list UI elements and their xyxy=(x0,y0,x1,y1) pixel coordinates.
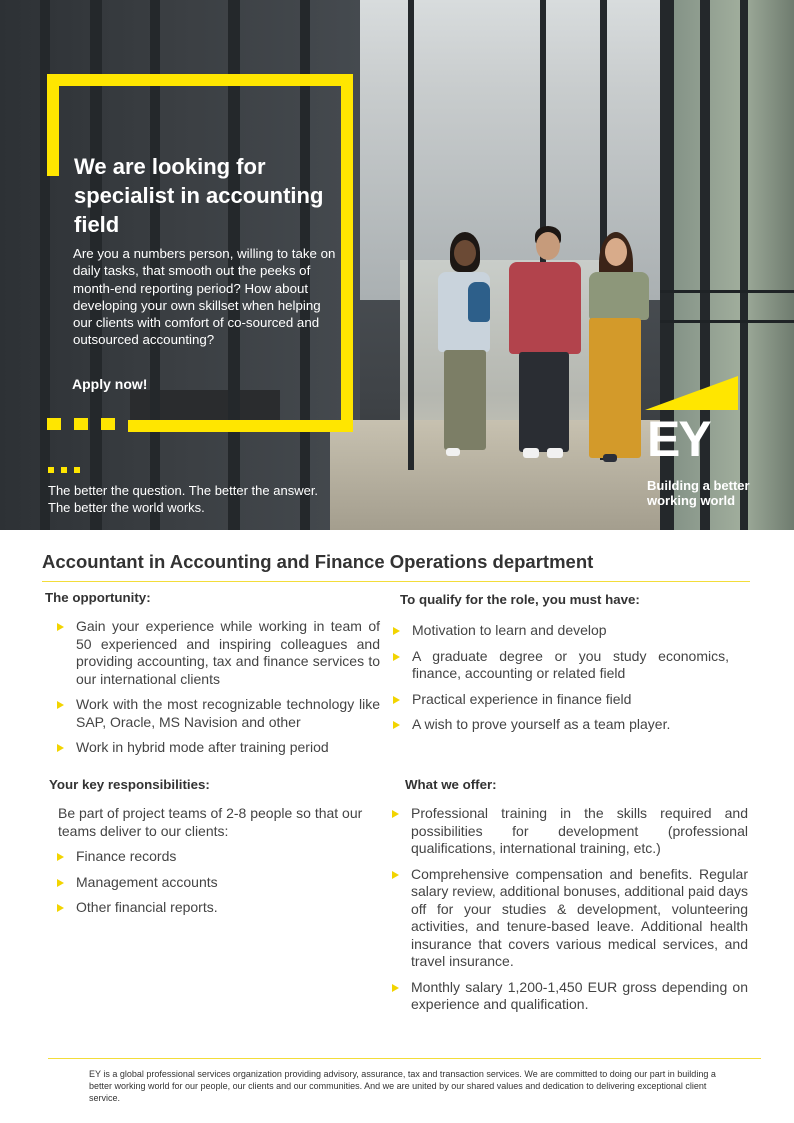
tagline-line: The better the world works. xyxy=(48,500,205,515)
bullet-arrow-icon xyxy=(57,701,64,709)
bullet-arrow-icon xyxy=(392,871,399,879)
list-item-text: Management accounts xyxy=(76,873,218,890)
footer-about-ey: EY is a global professional services organization providing advisory, assurance, tax and transaction services. We are committed to doing our part in building a better working world for our people, our clients and our communities. And we are united by our shared values and dedication to delivering exceptional client service. xyxy=(89,1069,716,1103)
offer-list xyxy=(392,805,748,1014)
list-item xyxy=(393,716,729,734)
list-item-text: Professional training in the skills required and possibilities for development (professional qualifications, international training, etc.) xyxy=(411,805,748,856)
bullet-arrow-icon xyxy=(57,853,64,861)
list-item xyxy=(57,874,357,892)
ey-logo-tagline: Building a better working world xyxy=(647,478,750,508)
list-item xyxy=(392,805,748,858)
yellow-frame-top xyxy=(47,74,351,86)
hero-tagline xyxy=(48,482,388,516)
yellow-dash xyxy=(101,418,115,430)
responsibilities-list xyxy=(57,848,357,917)
list-item-text: Work with the most recognizable technology like SAP, Oracle, MS Navision and other xyxy=(76,696,380,730)
list-item xyxy=(393,622,729,640)
offer-heading: What we offer: xyxy=(405,777,497,792)
bullet-arrow-icon xyxy=(393,696,400,704)
ey-logo-beam-icon xyxy=(645,376,740,412)
opportunity-list xyxy=(57,618,380,757)
list-item xyxy=(57,739,380,757)
list-item xyxy=(392,979,748,1014)
list-item-text: Comprehensive compensation and benefits. Regular salary review, additional bonuses, additional paid days off for your studies & development, volunteering activities, and tenure-based leave. Additional health insurance that covers various medical services, and travel insurance. xyxy=(411,865,748,969)
yellow-dot xyxy=(61,467,67,473)
list-item xyxy=(57,696,380,731)
title-divider xyxy=(42,581,750,582)
bullet-arrow-icon xyxy=(392,810,399,818)
bullet-arrow-icon xyxy=(57,879,64,887)
responsibilities-intro: Be part of project teams of 2-8 people so that our teams deliver to our clients: xyxy=(58,805,363,839)
ey-logo-letters: EY xyxy=(647,411,710,467)
list-item-text: Work in hybrid mode after training period xyxy=(76,739,329,755)
list-item-text: Motivation to learn and develop xyxy=(412,622,607,638)
bullet-arrow-icon xyxy=(57,623,64,631)
photo-person-middle xyxy=(505,226,585,466)
tagline-line: The better the question. The better the answer. xyxy=(48,483,319,498)
list-item xyxy=(57,848,357,866)
list-item xyxy=(57,618,380,688)
list-item-text: Other financial reports. xyxy=(76,899,218,915)
photo-person-left xyxy=(430,232,500,462)
list-item-text: Practical experience in finance field xyxy=(412,690,632,707)
qualify-list xyxy=(393,622,729,734)
hero-photo-rail xyxy=(660,290,794,293)
yellow-dash xyxy=(74,418,88,430)
bullet-arrow-icon xyxy=(393,627,400,635)
hero-photo-rail xyxy=(660,320,794,323)
list-item-text: Monthly salary 1,200-1,450 EUR gross depending on experience and qualification. xyxy=(411,978,748,1012)
bullet-arrow-icon xyxy=(392,984,399,992)
yellow-frame-bottom xyxy=(128,420,353,432)
bullet-arrow-icon xyxy=(393,721,400,729)
hero-photo-column xyxy=(408,0,414,470)
yellow-dot xyxy=(74,467,80,473)
yellow-frame-left xyxy=(47,74,59,176)
yellow-dot xyxy=(48,467,54,473)
hero-title: We are looking for specialist in accounting field xyxy=(74,154,324,237)
list-item-text: A wish to prove yourself as a team player. xyxy=(412,716,671,732)
bullet-arrow-icon xyxy=(57,744,64,752)
list-item xyxy=(392,866,748,971)
responsibilities-heading: Your key responsibilities: xyxy=(49,777,210,792)
list-item xyxy=(57,899,357,917)
list-item xyxy=(393,691,729,709)
list-item xyxy=(393,648,729,683)
list-item-text: A graduate degree or you study economics, finance, accounting or related field xyxy=(412,647,729,681)
apply-now-link[interactable]: Apply now! xyxy=(72,376,148,392)
bullet-arrow-icon xyxy=(393,653,400,661)
list-item-text: Gain your experience while working in team of 50 experienced and inspiring colleagues and providing accounting, tax and finance services to our international clients xyxy=(76,618,380,687)
yellow-dash xyxy=(47,418,61,430)
hero-description: Are you a numbers person, willing to take on daily tasks, that smooth out the peeks of month-end reporting period? How about developing your own skillset when helping our clients with comfort of co-sourced and outsourced accounting? xyxy=(73,246,336,348)
qualify-heading: To qualify for the role, you must have: xyxy=(400,592,640,607)
opportunity-heading: The opportunity: xyxy=(45,590,151,605)
hero-banner xyxy=(0,0,794,530)
footer-divider xyxy=(48,1058,761,1059)
ey-logo xyxy=(645,376,765,516)
bullet-arrow-icon xyxy=(57,904,64,912)
list-item-text: Finance records xyxy=(76,848,177,864)
job-title: Accountant in Accounting and Finance Operations department xyxy=(42,551,594,572)
